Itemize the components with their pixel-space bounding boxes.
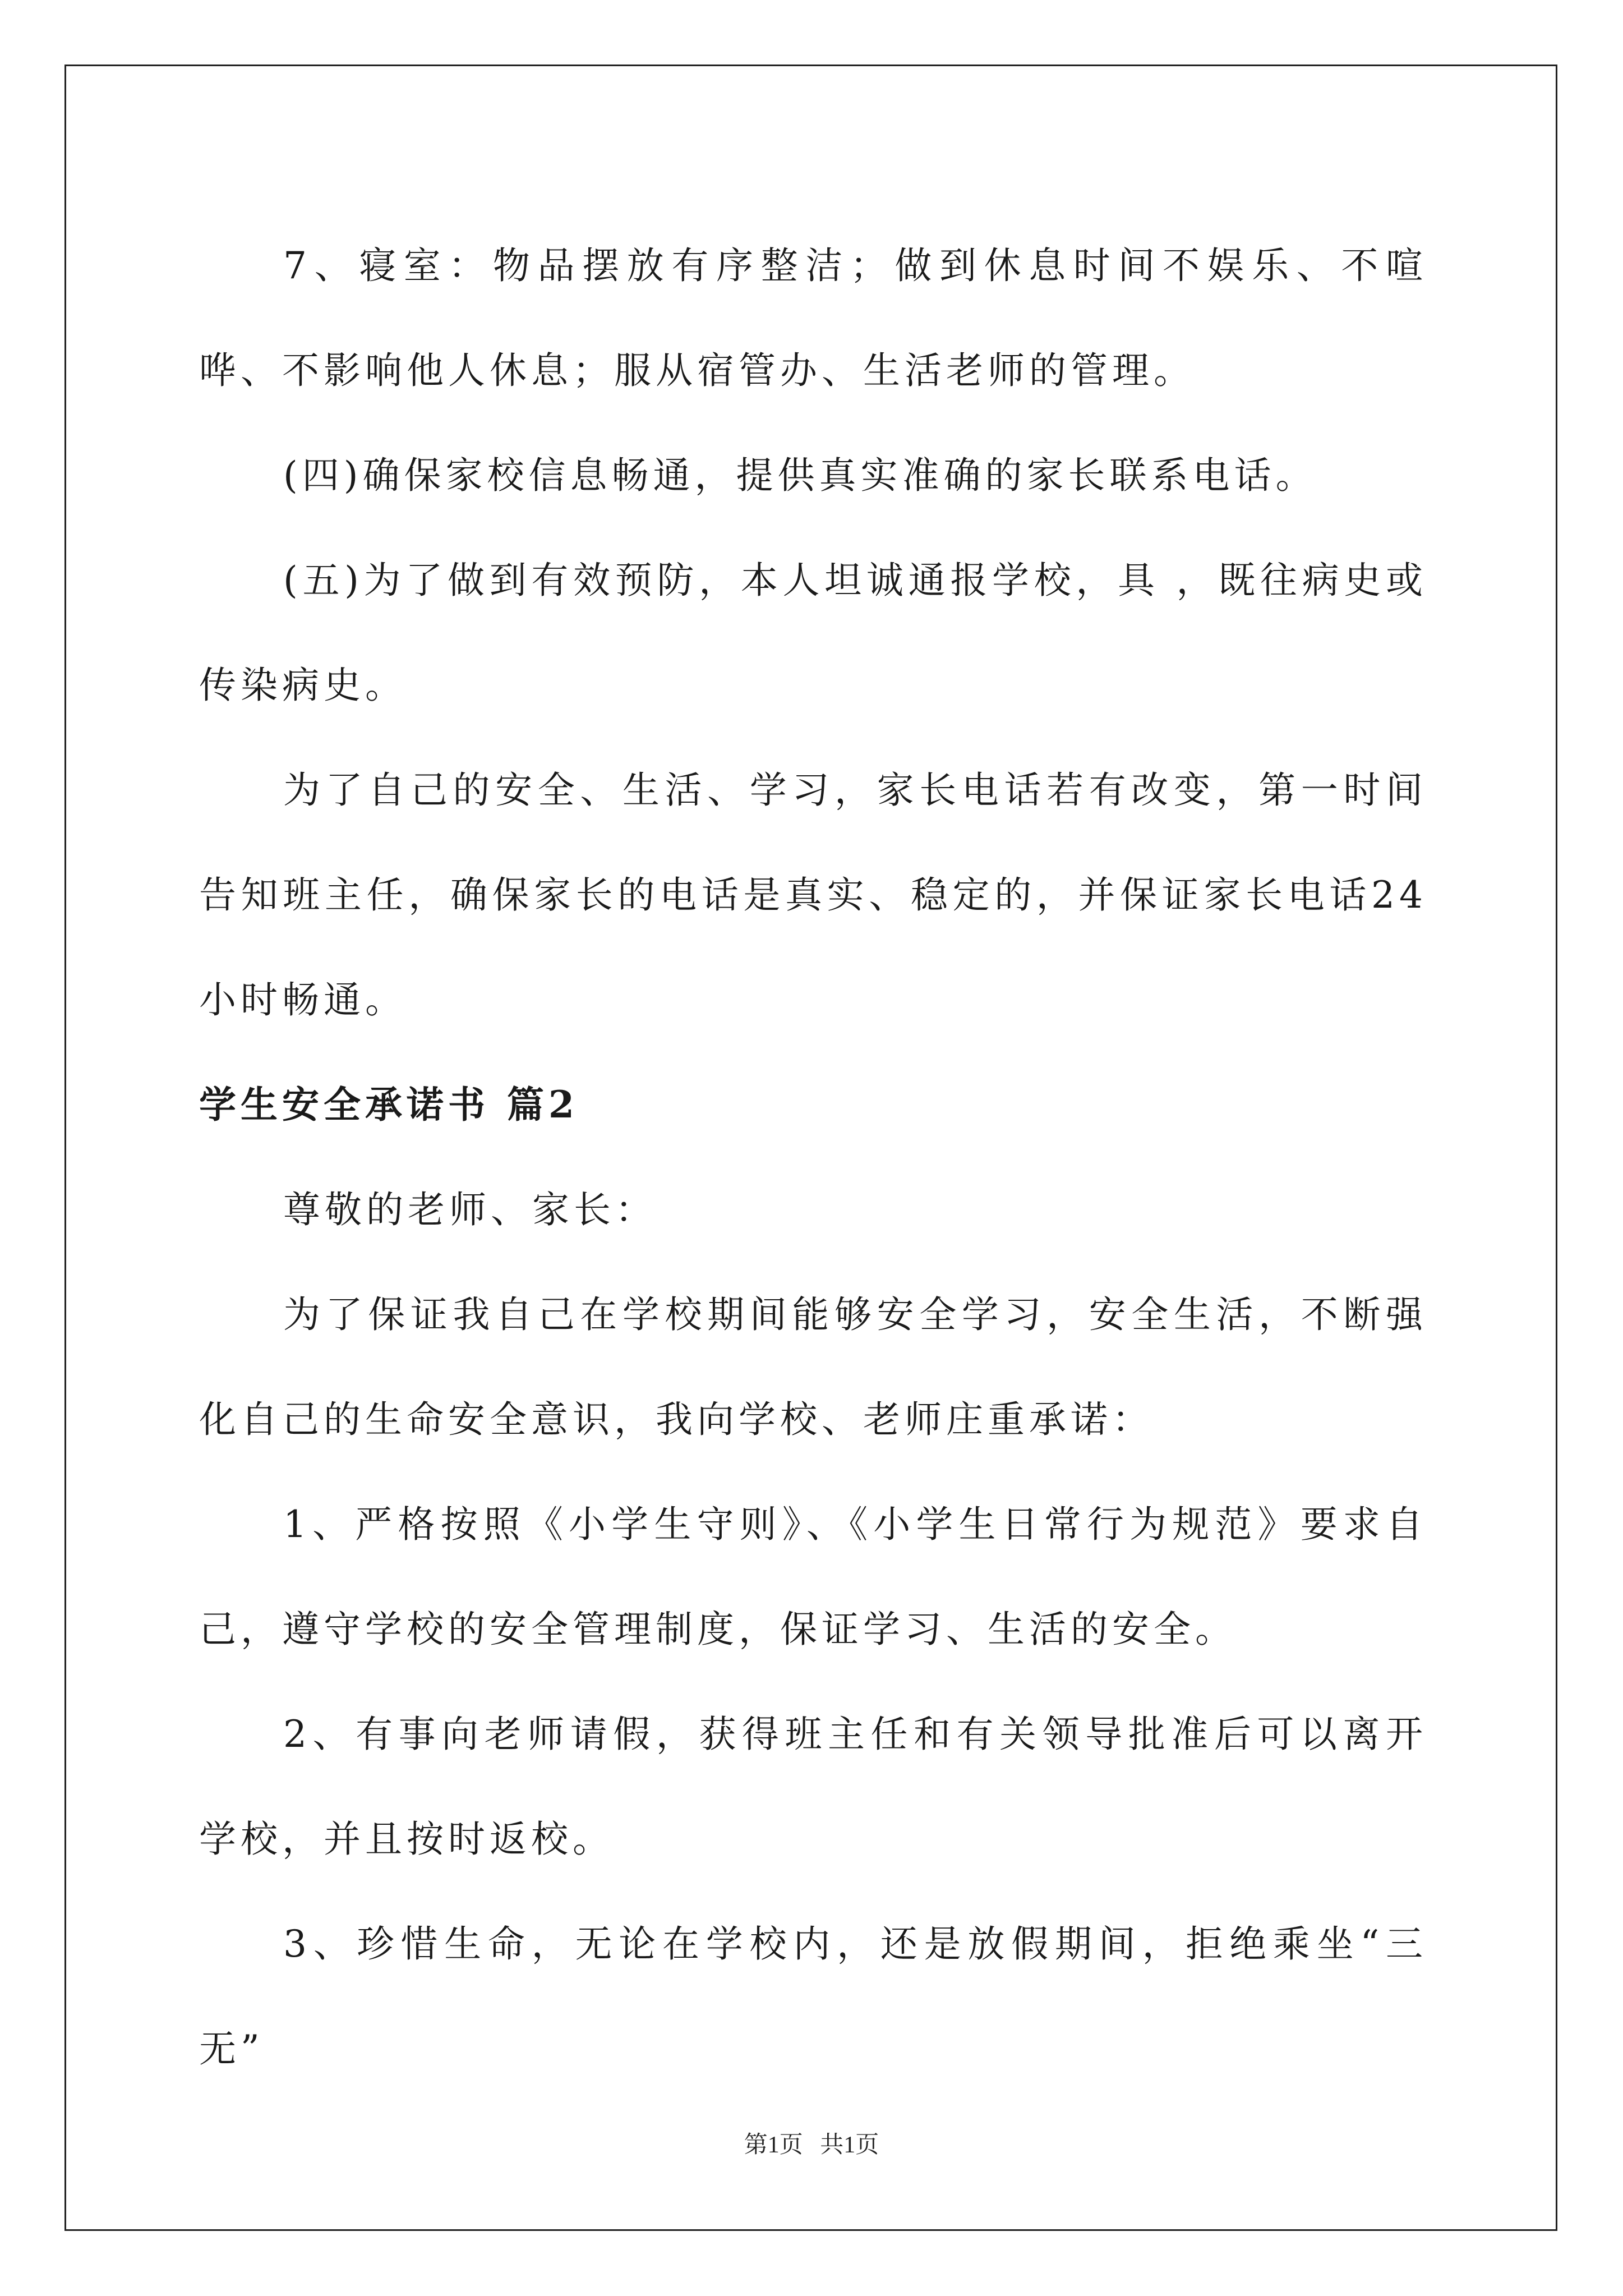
page-total: 共1页 bbox=[820, 2132, 879, 2158]
paragraph-medical-history: (五)为了做到有效预防，本人坦诚通报学校，具 ，既往病史或传染病史。 bbox=[199, 559, 1427, 707]
paragraph-parent-phone: 为了自己的安全、生活、学习，家长电话若有改变，第一时间告知班主任，确保家长的电话是真实、稳定的，并保证家长电话24小时畅通。 bbox=[199, 769, 1427, 1022]
document-body bbox=[199, 213, 1427, 2101]
paragraph-salutation: 尊敬的老师、家长： bbox=[283, 1188, 657, 1231]
section-heading: 学生安全承诺书 篇2 bbox=[199, 1083, 579, 1126]
paragraph-item-3: 3、珍惜生命，无论在学校内，还是放假期间，拒绝乘坐“三无” bbox=[199, 1922, 1427, 2070]
page-number: 第1页 bbox=[744, 2132, 803, 2158]
paragraph-intro: 为了保证我自己在学校期间能够安全学习，安全生活，不断强化自己的生命安全意识，我向学校、老师庄重承诺： bbox=[199, 1293, 1427, 1441]
paragraph-dormitory-rules: 7、寝室：物品摆放有序整洁；做到休息时间不娱乐、不喧哗、不影响他人休息；服从宿管办、生活老师的管理。 bbox=[199, 244, 1427, 392]
paragraph-item-2: 2、有事向老师请假，获得班主任和有关领导批准后可以离开学校，并且按时返校。 bbox=[199, 1713, 1427, 1861]
paragraph-contact-info: (四)确保家校信息畅通，提供真实准确的家长联系电话。 bbox=[283, 454, 1317, 497]
paragraph-item-1: 1、严格按照《小学生守则》、《小学生日常行为规范》要求自己，遵守学校的安全管理制度，保证学习、生活的安全。 bbox=[199, 1503, 1427, 1651]
page-footer bbox=[0, 2126, 1623, 2160]
